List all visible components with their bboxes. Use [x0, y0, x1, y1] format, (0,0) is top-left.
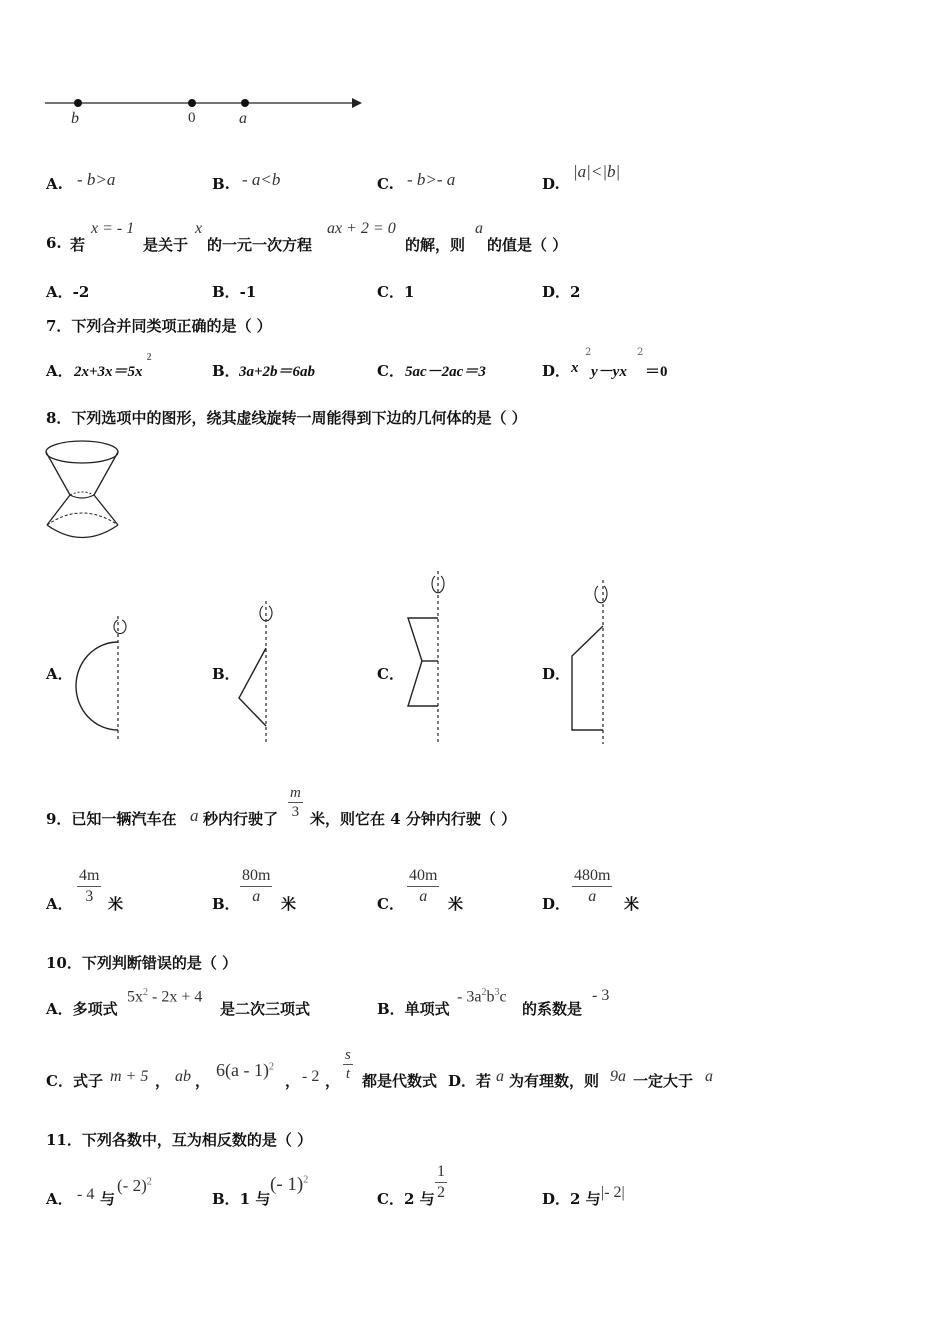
q10-option-c-e1: m + 5 [110, 1068, 149, 1085]
q10-option-c-e2: ab [175, 1068, 191, 1085]
q10-option-b-value: - 3 [592, 987, 610, 1004]
q10-option-c-sep3: ， [285, 1072, 301, 1090]
q10-option-c-e4: - 2 [302, 1068, 320, 1085]
q8-option-d-figure[interactable] [565, 576, 625, 748]
q8-stem: 8．下列选项中的图形，绕其虚线旋转一周能得到下边的几何体的是（ ） [46, 409, 527, 427]
q9-option-c-num: 40m [409, 867, 438, 884]
q11-option-d-e2: |- 2| [601, 1184, 625, 1201]
q5-option-d-letter: D. [542, 175, 560, 193]
q10-option-a-sup: 2 [143, 987, 148, 998]
q7-option-c-letter: C． [377, 362, 404, 380]
point-a [241, 99, 249, 107]
label-a: a [239, 110, 247, 127]
q10-option-c-frac-den: t [345, 1066, 350, 1082]
q6-text-5: 的值是（ ） [487, 236, 568, 254]
q8-option-c-letter: C． [377, 665, 404, 683]
q9-option-b-frac[interactable] [240, 866, 272, 907]
q11-option-c-letter: C．2 与 [377, 1190, 435, 1208]
q9-a: a [190, 806, 199, 825]
q9-option-c-den: a [419, 888, 428, 905]
q10-option-b-c: c [499, 988, 507, 1006]
q10-option-b-sup2: 3 [494, 987, 500, 998]
q9-option-c-frac[interactable] [407, 866, 439, 907]
q11-option-c-num: 1 [437, 1163, 445, 1180]
q10-option-c-e3 [216, 1060, 274, 1081]
number-line-arrow [352, 98, 362, 108]
q10-option-c-sep4: ， [325, 1072, 341, 1090]
q10-option-a-expr2: - 2x + 4 [148, 988, 203, 1006]
q10-option-c-sep1: ， [155, 1072, 171, 1090]
q10-option-b-coef: - 3a [457, 988, 482, 1006]
q5-option-a-letter: A. [46, 175, 63, 193]
q6-option-a: A．-2 [46, 283, 90, 301]
q8-option-a-figure[interactable] [70, 612, 130, 747]
q7-option-a-text: 2x+3x＝5x [74, 364, 143, 380]
q5-option-c-expr: - b>- a [407, 170, 456, 189]
label-0: 0 [188, 110, 196, 126]
q10-option-d-text-1: D．若 [448, 1072, 492, 1090]
q10-option-b-text-1: B．单项式 [377, 1000, 450, 1018]
q6-option-d: D．2 [542, 283, 581, 301]
q5-option-d-expr: |a|<|b| [573, 162, 621, 181]
q7-stem: 7．下列合并同类项正确的是（ ） [46, 317, 272, 335]
q9-option-a-unit: 米 [108, 895, 124, 913]
q8-option-b-figure[interactable] [230, 598, 290, 748]
q9-option-d-num: 480m [574, 867, 611, 884]
q10-option-a-expr [127, 987, 202, 1006]
q7-option-a-letter: A． [46, 362, 73, 380]
q10-option-d-expr: 9a [610, 1068, 626, 1085]
q11-option-a-e2-text: (- 2) [117, 1176, 147, 1195]
q6-x: x [195, 220, 203, 237]
q10-option-b-expr [457, 987, 507, 1006]
point-0 [188, 99, 196, 107]
q11-option-d-letter: D．2 与 [542, 1190, 601, 1208]
q10-option-d-text-2: 为有理数，则 [509, 1072, 600, 1090]
q9-option-b-letter: B． [212, 895, 240, 913]
q6-text-4: 的解，则 [405, 236, 466, 254]
q10-option-b-text-2: 的系数是 [522, 1000, 583, 1018]
q9-text-3: 米，则它在 4 分钟内行驶（ ） [310, 810, 517, 828]
q11-option-c-frac[interactable] [435, 1162, 447, 1203]
q10-option-d-a2: a [705, 1068, 713, 1085]
q7-option-a-sup: 2 [146, 352, 152, 363]
q9-option-d-den: a [588, 888, 597, 905]
q9-fraction [288, 784, 303, 821]
q6-a: a [475, 220, 483, 237]
q8-option-d-letter: D． [542, 665, 571, 683]
q11-option-a-e1: - 4 [77, 1186, 95, 1203]
q11-option-b-letter: B．1 与 [212, 1190, 271, 1208]
q9-option-a-letter: A． [46, 895, 73, 913]
q9-option-d-letter: D． [542, 895, 571, 913]
q6-option-c: C．1 [377, 283, 415, 301]
q7-option-a-expr [74, 352, 152, 381]
q5-option-a-expr: - b>a [77, 170, 116, 189]
q9-option-b-den: a [252, 888, 261, 905]
q11-option-a-with: 与 [100, 1190, 116, 1208]
q6-equation: ax + 2 = 0 [327, 220, 396, 237]
q11-option-a-sup: 2 [146, 1176, 152, 1188]
q5-option-c-letter: C. [377, 175, 394, 193]
q9-option-c-unit: 米 [448, 895, 464, 913]
number-line-figure [0, 0, 950, 140]
q11-option-b-sup: 2 [303, 1174, 309, 1186]
q9-frac-den: 3 [291, 804, 300, 820]
q7-option-d-sup1: 2 [585, 347, 592, 358]
q10-option-c-frac-num: s [345, 1047, 351, 1063]
q9-option-a-num: 4m [79, 867, 100, 884]
q8-double-cone-figure [40, 435, 130, 550]
q10-option-c-sep2: ， [195, 1072, 211, 1090]
q10-option-c-text-2: 都是代数式 [362, 1072, 438, 1090]
q10-option-c-e3-text: 6(a - 1) [216, 1060, 269, 1080]
q7-option-d-mid: y－yx [591, 364, 627, 380]
q5-option-b-expr: - a<b [242, 170, 281, 189]
point-b [74, 99, 82, 107]
q5-option-b-letter: B. [212, 175, 230, 193]
q6-text-1: 若 [70, 236, 86, 254]
q9-text-2: 秒内行驶了 [203, 810, 279, 828]
q7-option-d-sup2: 2 [637, 347, 644, 358]
q7-option-b-letter: B． [212, 362, 240, 380]
q9-option-d-unit: 米 [624, 895, 640, 913]
q6-option-b: B．-1 [212, 283, 257, 301]
q11-option-b-e2 [270, 1174, 308, 1196]
q9-option-a-den: 3 [85, 888, 94, 905]
q10-option-b-sup1: 2 [481, 987, 487, 998]
q7-option-d-x: x [571, 360, 579, 376]
q11-stem: 11．下列各数中，互为相反数的是（ ） [46, 1131, 313, 1149]
q9-option-a-frac[interactable] [77, 866, 101, 907]
q7-option-b-expr: 3a+2b＝6ab [239, 364, 316, 380]
q9-option-b-unit: 米 [281, 895, 297, 913]
q10-option-c-sup: 2 [268, 1061, 274, 1073]
q9-option-b-num: 80m [242, 867, 271, 884]
q10-option-c-text-1: C．式子 [46, 1072, 103, 1090]
q10-stem: 10．下列判断错误的是（ ） [46, 954, 238, 972]
q11-option-a-e2 [117, 1176, 152, 1196]
q10-option-a-text-2: 是二次三项式 [220, 1000, 311, 1018]
q6-number: 6. [46, 234, 62, 252]
q8-option-a-letter: A． [46, 665, 73, 683]
q9-option-d-frac[interactable] [572, 866, 612, 907]
label-b: b [71, 110, 79, 127]
q7-option-d-end: ＝0 [645, 364, 668, 380]
q9-text-1: 9．已知一辆汽车在 [46, 810, 177, 828]
q11-option-c-den: 2 [437, 1184, 445, 1201]
q7-option-d-letter: D． [542, 362, 571, 380]
q10-option-d-a1: a [496, 1068, 504, 1085]
q8-option-b-letter: B． [212, 665, 240, 683]
q6-text-2: 是关于 [143, 236, 189, 254]
q6-x-eq: x = - 1 [91, 220, 135, 237]
q7-option-c-expr: 5ac－2ac＝3 [405, 364, 486, 380]
q6-text-3: 的一元一次方程 [207, 236, 313, 254]
q11-option-b-e2-text: (- 1) [270, 1174, 304, 1195]
q10-option-b-b: b [486, 988, 495, 1006]
q9-option-c-letter: C． [377, 895, 404, 913]
q10-option-d-text-3: 一定大于 [633, 1072, 694, 1090]
q9-frac-num: m [290, 785, 301, 801]
q8-option-c-figure[interactable] [400, 568, 460, 748]
q10-option-a-expr1: 5x [127, 988, 143, 1006]
q10-option-c-frac [343, 1046, 353, 1083]
q10-option-a-text-1: A．多项式 [46, 1000, 118, 1018]
q11-option-a-letter: A． [46, 1190, 73, 1208]
